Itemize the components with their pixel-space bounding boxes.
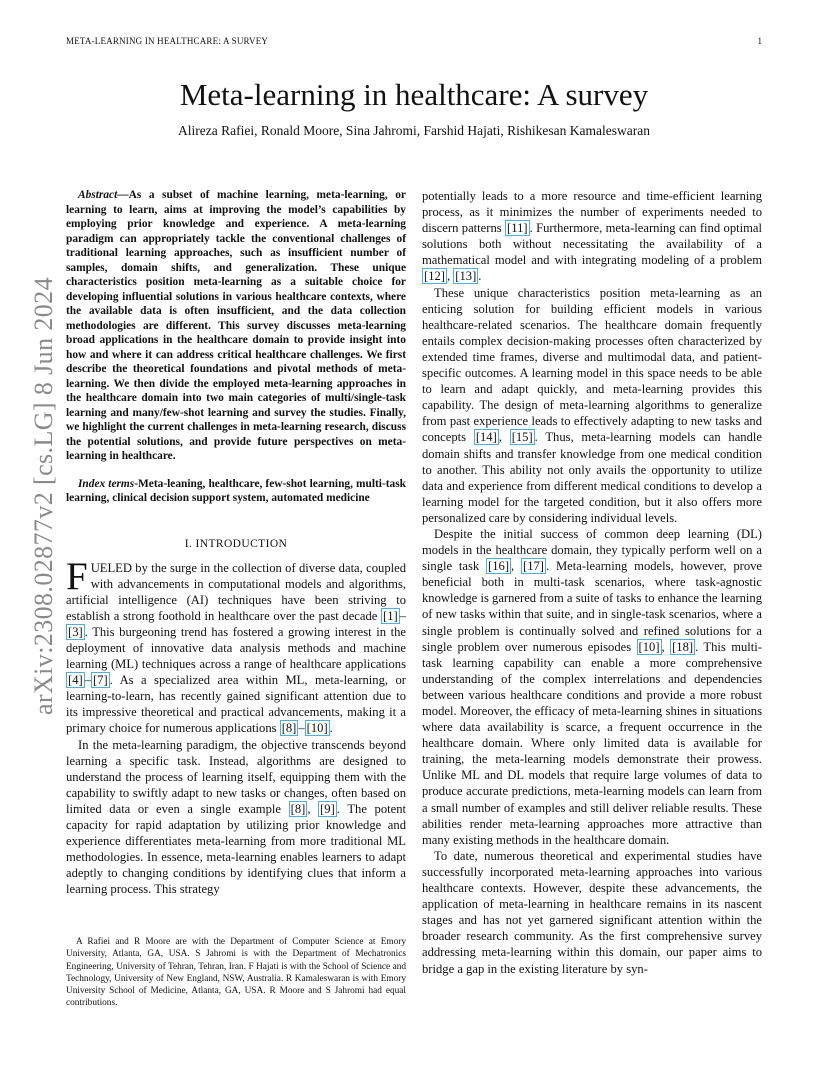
drop-cap: F (66, 554, 88, 598)
citation-link[interactable]: [10] (306, 721, 328, 736)
index-terms-lead: Index terms (78, 477, 135, 490)
paragraph-text: . (329, 721, 333, 736)
abstract-text: —As a subset of machine learning, meta-learning, or learning to learn, aims at improving the model’s capabilities by employing prior knowledge and experience. A meta-learning paradigm can appropriately tackle the conventional challenges of traditional learning approaches, such as insufficient number of samples, domain shifts, and generalization. These unique characteristics position meta-learning as a suitable choice for developing influential solutions in various healthcare contexts, where the available data is often insufficient, and the data collection methodologies are different. This survey discusses meta-learning broad applications in the healthcare domain to provide insight into how and where it can address critical healthcare challenges. We first describe the theoretical foundations and pivotal methods of meta-learning. We then divide the employed meta-learning approaches in the healthcare domain into two main categories of multi/single-task learning and many/few-shot learning and survey the studies. Finally, we highlight the current challenges in meta-learning research, discuss the potential solutions, and provide future perspectives on meta-learning in healthcare. (66, 189, 406, 462)
intro-paragraph-4 (422, 526, 762, 848)
citation-link[interactable]: [13] (455, 269, 477, 284)
citation-link[interactable]: [18] (672, 639, 694, 654)
citation-link[interactable]: [9] (320, 801, 335, 816)
right-column (422, 188, 762, 977)
citation-range-dash: – (84, 673, 91, 688)
paragraph-text: . This burgeoning trend has fostered a growing interest in the deployment of innovative data analysis methods and machine learning (ML) techniques across a range of healthcare applications (66, 624, 406, 672)
citation-separator: , (661, 639, 671, 654)
abstract (66, 188, 406, 464)
citation-range-dash: – (399, 608, 406, 623)
citation-link[interactable]: [16] (488, 559, 510, 574)
paragraph-text: Despite the initial success of common deep learning (DL) models in the healthcare domain, they typically perform well on a single task (422, 526, 762, 574)
left-column (66, 188, 406, 897)
author-list: Alireza Rafiei, Ronald Moore, Sina Jahromi, Farshid Hajati, Rishikesan Kamaleswaran (177, 123, 650, 138)
paragraph-text: . This multi-task learning capability can enable a more comprehensive understanding of the complex interrelations and dependencies between various healthcare conditions and provide a more robust model. Moreover, the efficacy of meta-learning shines in situations where data availability is scarce, a frequent occurrence in the healthcare domain. Where only limited data is available for training, the meta-learning models demonstrate their prowess. Unlike ML and DL models that require large volumes of data to produce accurate predictions, meta-learning models can learn from a small number of examples and still deliver reliable results. These abilities render meta-learning approaches more attractive than many existing methods in the healthcare domain. (422, 639, 762, 847)
intro-paragraph-2 (66, 737, 406, 898)
citation-link[interactable]: [15] (511, 430, 533, 445)
abstract-lead: Abstract (78, 189, 118, 201)
citation-link[interactable]: [4] (68, 673, 83, 688)
index-terms (66, 477, 406, 506)
paragraph-text: . Meta-learning models, however, prove beneficial both in multi-task scenarios, where task-agnostic knowledge is garnered from a suite of tasks to enhance the learning of new tasks within that suite, and in single-task scenarios, where a single problem is continually solved and refined solutions for a single problem over numerous episodes (422, 559, 763, 654)
affiliation-footnote: A Rafiei and R Moore are with the Department of Computer Science at Emory University, Atlanta, GA, USA. S Jahromi is with the Department of Mechatronics Engineering, University of Tehran, Tehran, Iran. F Hajati is with the School of Science and Technology, University of New England, NSW, Australia. R Kamaleswaran is with Emory University School of Medicine, Atlanta, GA, USA. R Moore and S Jahromi had equal contributions. (66, 937, 406, 1009)
citation-link[interactable]: [11] (507, 221, 528, 236)
paragraph-text: . The potent capacity for rapid adaptation by utilizing prior knowledge and experience differentiates meta-learning from more traditional ML methodologies. In essence, meta-learning enables learners to adapt adeptly to changing conditions by identifying clues that inform a learning process. This strategy (66, 801, 407, 897)
citation-separator: , (511, 559, 522, 574)
paragraph-text: These unique characteristics position meta-learning as an enticing solution for building efficient models in various healthcare-related scenarios. The healthcare domain frequently entails complex decision-making processes often characterized by extended time frames, diverse and multimodal data, and patient-specific outcomes. A learning model in this space needs to be able to learn and adapt quickly, and meta-learning provides this capability. The design of meta-learning algorithms to generalize from past experience leads to effectively adapting to new tasks and concepts (422, 285, 762, 445)
citation-link[interactable]: [10] (638, 639, 660, 654)
citation-link[interactable]: [8] (290, 801, 306, 816)
citation-separator: , (446, 269, 454, 284)
arxiv-identifier[interactable]: arXiv:2308.02877v2 [cs.LG] 8 Jun 2024 (29, 277, 58, 715)
citation-link[interactable]: [17] (523, 559, 544, 574)
index-terms-text: -Meta-leaning, healthcare, few-shot learning, multi-task learning, clinical decision support system, automated medicine (66, 477, 407, 504)
citation-separator: , (498, 430, 510, 445)
citation-separator: , (307, 801, 319, 816)
paper-title: Meta-learning in healthcare: A survey (179, 77, 649, 112)
intro-paragraph-continued (422, 188, 762, 285)
page-number: 1 (757, 36, 762, 46)
intro-paragraph-5: To date, numerous theoretical and experimental studies have successfully incorporated meta-learning approaches into various healthcare contexts. However, despite these advancements, the application of meta-learning in healthcare remains in its nascent stages and has not yet garnered significant attention within the broader research community. As the first comprehensive survey addressing meta-learning within this domain, our paper aims to bridge a gap in the existing literature by syn- (422, 848, 762, 976)
citation-link[interactable]: [12] (424, 269, 445, 284)
paragraph-text: . Thus, meta-learning models can handle domain shifts and transfer knowledge from one medical condition to another. This ability not only avails the opportunity to utilize data and experience from different medical conditions to develop a learning model for the targeted condition, but it also offers more personalized care by considering individual levels. (422, 430, 762, 525)
paragraph-text: potentially leads to a more resource and time-efficient learning process, as it minimizes the number of experiments needed to discern patterns (422, 189, 762, 236)
running-head: META-LEARNING IN HEALTHCARE: A SURVEY (66, 36, 269, 46)
intro-paragraph-3 (422, 285, 762, 526)
citation-link[interactable]: [7] (92, 673, 108, 688)
paragraph-text: UELED by the surge in the collection of diverse data, coupled with advancements in computational models and algorithms, artificial intelligence (AI) techniques have been striving to establish a strong foothold in healthcare over the past decade (66, 560, 406, 623)
paragraph-text: . As a specialized area within ML, meta-learning, or learning-to-learn, has recently gained significant attention due to its impressive theoretical and practical advancements, making it a primary choice for numerous applications (66, 673, 406, 736)
citation-range-dash: – (298, 721, 305, 736)
citation-link[interactable]: [3] (68, 624, 83, 639)
paragraph-text: . (478, 269, 482, 284)
citation-link[interactable]: [8] (281, 721, 297, 736)
paragraph-text: . Furthermore, meta-learning can find optimal solutions both without necessitating the availability of a mathematical model and with integrating modeling of a problem (422, 221, 762, 268)
citation-link[interactable]: [1] (383, 608, 398, 623)
intro-paragraph-1 (66, 554, 406, 737)
section-heading-introduction: I. INTRODUCTION (184, 537, 288, 550)
paragraph-text: In the meta-learning paradigm, the objective transcends beyond learning a specific task. Instead, algorithms are designed to understand the process of learning itself, equipping them with the capability to swiftly adapt to new tasks or changes, often based on limited data or even a single example (66, 737, 406, 816)
citation-link[interactable]: [14] (475, 430, 497, 445)
